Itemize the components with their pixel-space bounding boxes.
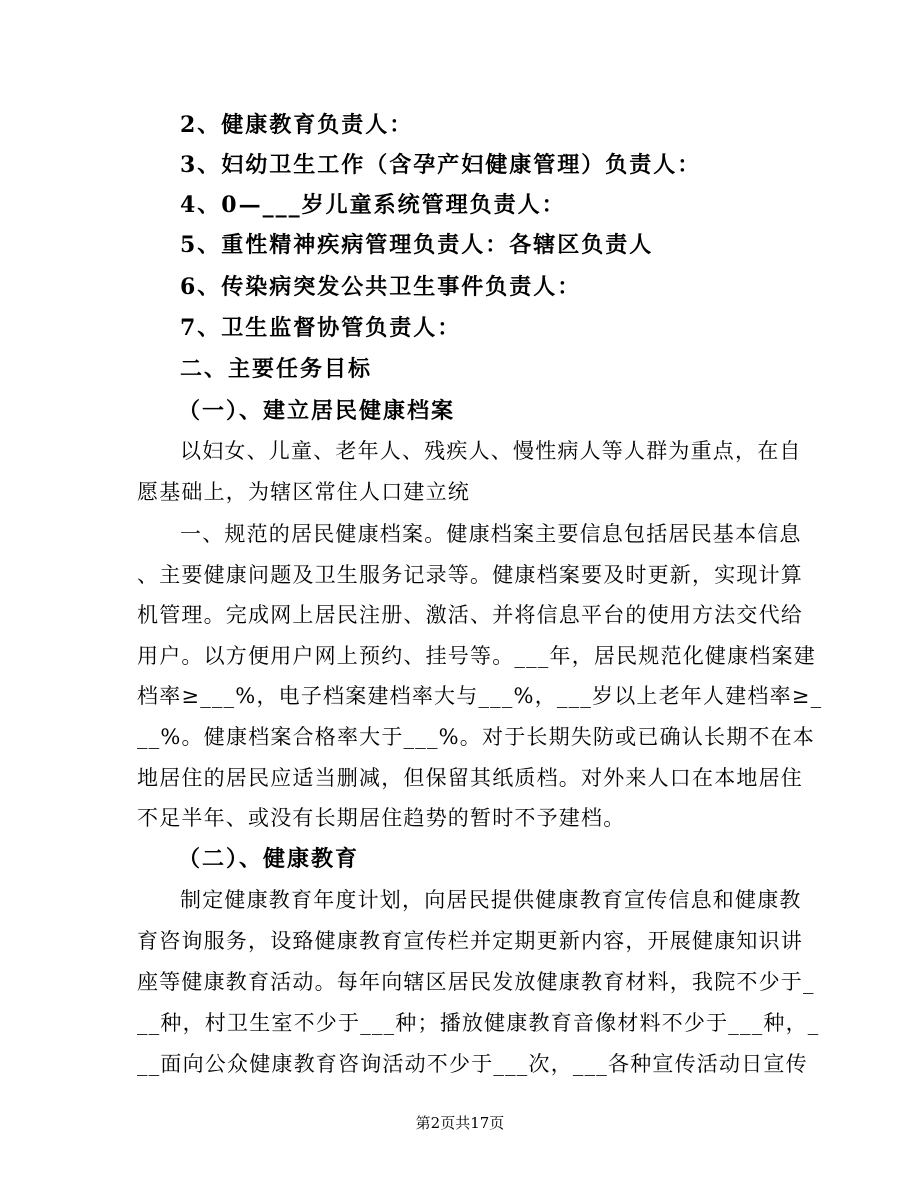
- paragraph-line: 用户。以方便用户网上预约、挂号等。___年，居民规范化健康档案建: [137, 644, 816, 668]
- list-item: 7、卫生监督协管负责人：: [180, 315, 462, 341]
- paragraph-line: 一、规范的居民健康档案。健康档案主要信息包括居民基本信息: [180, 522, 802, 546]
- paragraph-line: __%。健康档案合格率大于___%。对于长期失防或已确认长期不在本: [137, 725, 816, 749]
- paragraph-line: 、主要健康问题及卫生服务记录等。健康档案要及时更新，实现计算: [137, 563, 803, 587]
- paragraph-line: 地居住的居民应适当删减，但保留其纸质档。对外来人口在本地居住: [137, 766, 803, 790]
- subsection-title: （一）、建立居民健康档案: [178, 398, 456, 424]
- paragraph-line: __面向公众健康教育咨询活动不少于___次，___各种宣传活动日宣传: [137, 1052, 808, 1076]
- list-item: 5、重性精神疾病管理负责人：各辖区负责人: [180, 232, 654, 258]
- paragraph-line: 愿基础上，为辖区常住人口建立统: [137, 480, 470, 504]
- list-item: 2、健康教育负责人：: [180, 112, 414, 138]
- list-item: 4、0—___岁儿童系统管理负责人：: [180, 192, 566, 218]
- paragraph-line: 座等健康教育活动。每年向辖区居民发放健康教育材料，我院不少于_: [137, 970, 815, 994]
- paragraph-line: 不足半年、或没有长期居住趋势的暂时不予建档。: [137, 806, 626, 830]
- paragraph-line: 育咨询服务，设臵健康教育宣传栏并定期更新内容，开展健康知识讲: [137, 929, 803, 953]
- paragraph-line: 以妇女、儿童、老年人、残疾人、慢性病人等人群为重点，在自: [180, 439, 802, 463]
- paragraph-line: 机管理。完成网上居民注册、激活、并将信息平台的使用方法交代给: [137, 603, 803, 627]
- page-footer: 第2页共17页: [415, 1114, 505, 1132]
- paragraph-line: __种，村卫生室不少于___种；播放健康教育音像材料不少于___种，_: [137, 1011, 820, 1035]
- section-title: 二、主要任务目标: [180, 356, 373, 382]
- subsection-title: （二）、健康教育: [178, 846, 360, 872]
- paragraph-line: 档率≥___%，电子档案建档率大与___%，___岁以上老年人建档率≥_: [137, 684, 823, 708]
- list-item: 3、妇幼卫生工作（含孕产妇健康管理）负责人：: [180, 152, 702, 178]
- list-item: 6、传染病突发公共卫生事件负责人：: [180, 274, 582, 300]
- paragraph-line: 制定健康教育年度计划，向居民提供健康教育宣传信息和健康教: [180, 888, 802, 912]
